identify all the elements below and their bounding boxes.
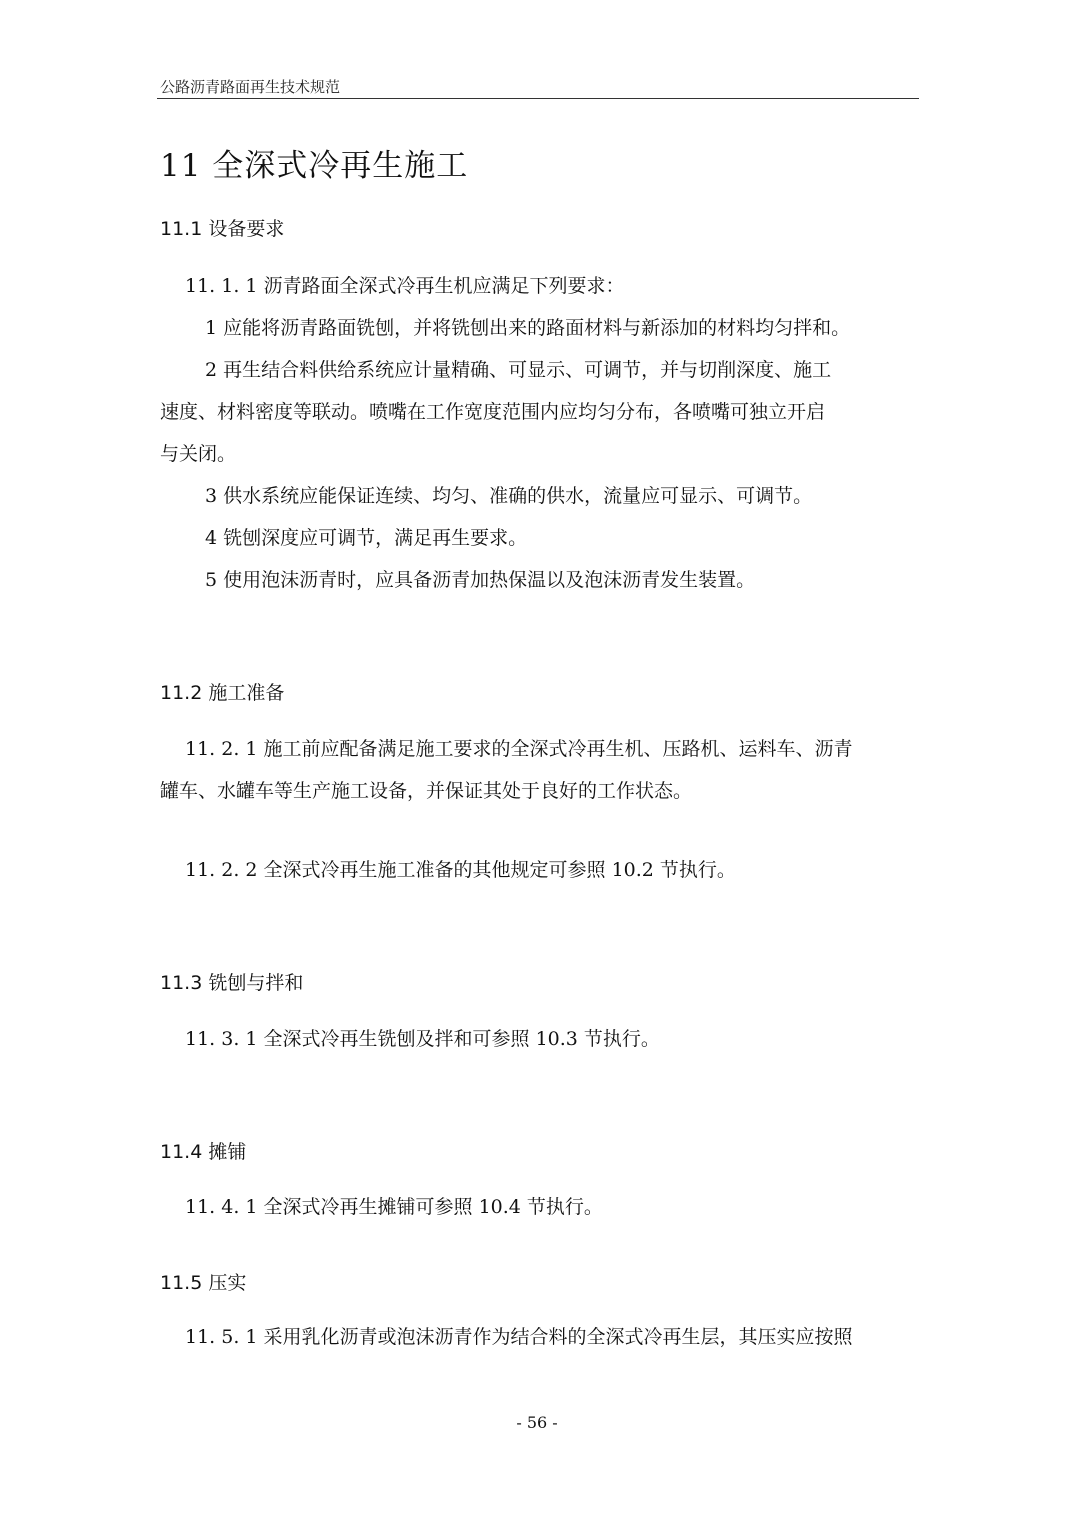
clause-11-2-2: 11. 2. 2 全深式冷再生施工准备的其他规定可参照 10.2 节执行。 (185, 859, 736, 881)
chapter-title: 11 全深式冷再生施工 (160, 148, 469, 184)
running-header: 公路沥青路面再生技术规范 (160, 78, 341, 96)
clause-11-1-1: 11. 1. 1 沥青路面全深式冷再生机应满足下列要求： (185, 275, 625, 297)
clause-11-2-1-line1: 11. 2. 1 施工前应配备满足施工要求的全深式冷再生机、压路机、运料车、沥青 (185, 738, 853, 760)
clause-11-2-1-line2: 罐车、水罐车等生产施工设备，并保证其处于良好的工作状态。 (160, 780, 693, 802)
section-heading-11-5: 11.5 压实 (160, 1272, 247, 1294)
clause-11-3-1: 11. 3. 1 全深式冷再生铣刨及拌和可参照 10.3 节执行。 (185, 1028, 660, 1050)
list-item-continuation: 速度、材料密度等联动。喷嘴在工作宽度范围内应均匀分布，各喷嘴可独立开启 (160, 401, 826, 423)
list-item: 1 应能将沥青路面铣刨，并将铣刨出来的路面材料与新添加的材料均匀拌和。 (205, 317, 851, 339)
list-item: 4 铣刨深度应可调节，满足再生要求。 (205, 527, 528, 549)
section-heading-11-4: 11.4 摊铺 (160, 1141, 247, 1163)
list-item-continuation: 与关闭。 (160, 443, 237, 465)
header-rule (157, 98, 919, 99)
clause-11-5-1: 11. 5. 1 采用乳化沥青或泡沫沥青作为结合料的全深式冷再生层，其压实应按照 (185, 1326, 853, 1348)
page-number: - 56 - (516, 1413, 558, 1432)
list-item: 5 使用泡沫沥青时，应具备沥青加热保温以及泡沫沥青发生装置。 (205, 569, 756, 591)
clause-11-4-1: 11. 4. 1 全深式冷再生摊铺可参照 10.4 节执行。 (185, 1196, 603, 1218)
section-heading-11-3: 11.3 铣刨与拌和 (160, 972, 304, 994)
section-heading-11-1: 11.1 设备要求 (160, 218, 285, 240)
list-item: 2 再生结合料供给系统应计量精确、可显示、可调节，并与切削深度、施工 (205, 359, 832, 381)
section-heading-11-2: 11.2 施工准备 (160, 682, 285, 704)
list-item: 3 供水系统应能保证连续、均匀、准确的供水，流量应可显示、可调节。 (205, 485, 813, 507)
